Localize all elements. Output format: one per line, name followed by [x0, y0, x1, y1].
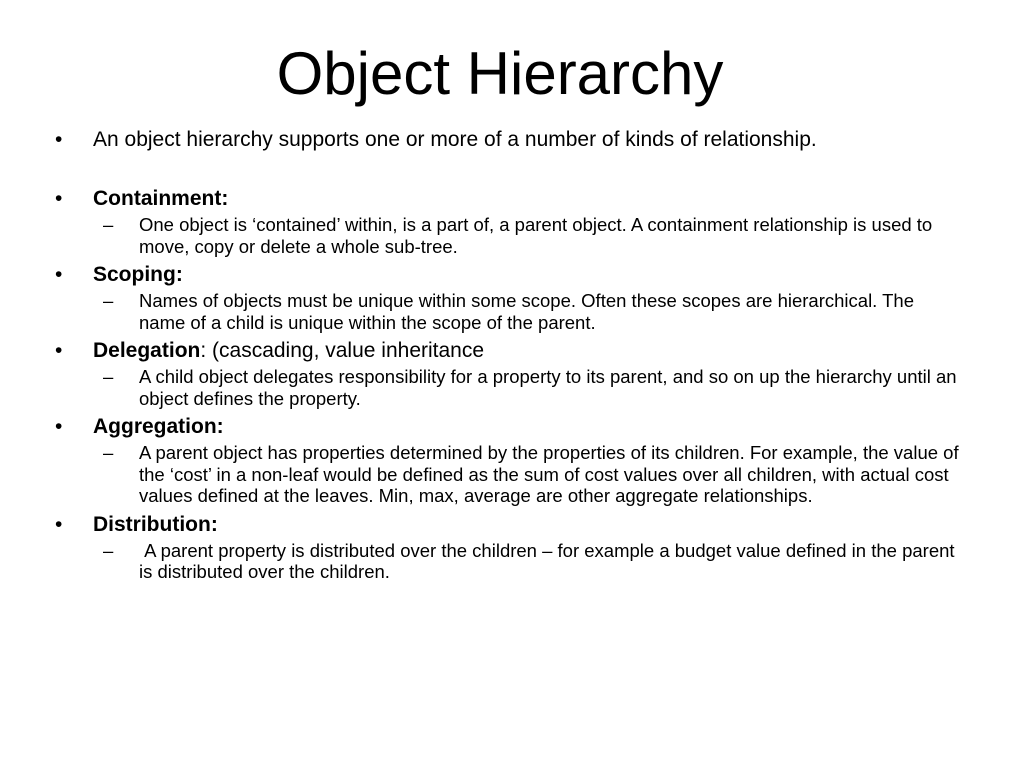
bullet-icon: • — [55, 415, 63, 438]
sub-bullet-scoping — [55, 290, 960, 333]
sub-bullet-aggregation — [55, 442, 960, 507]
dash-icon: – — [103, 539, 114, 561]
sub-bullet-text: One object is ‘contained’ within, is a part of, a parent object. A containment relationship is used to move, copy or delete a whole sub-tree. — [139, 214, 933, 257]
bullet-heading-rest: : (cascading, value inheritance — [200, 339, 485, 362]
sub-bullet-text: A parent object has properties determined by the properties of its children. For example, the value of the ‘cost’ in a non-leaf would be defined as the sum of cost values over all children, with actual cost values defined at the leaves. Min, max, average are other aggregate relationships. — [139, 442, 959, 506]
bullet-distribution — [55, 513, 960, 536]
dash-icon: – — [103, 366, 114, 387]
bullet-aggregation — [55, 415, 960, 438]
bullet-containment — [55, 187, 960, 210]
bullet-heading: Containment: — [93, 187, 229, 210]
bullet-icon: • — [55, 128, 63, 151]
sub-bullet-text: A child object delegates responsibility for a property to its parent, and so on up the hierarchy until an object defines the property. — [139, 366, 957, 409]
bullet-icon: • — [55, 263, 63, 286]
sub-bullet-text: Names of objects must be unique within some scope. Often these scopes are hierarchical. The name of a child is unique within the scope of the parent. — [139, 290, 915, 333]
bullet-heading: Scoping: — [93, 263, 183, 286]
bullet-heading: Aggregation: — [93, 415, 224, 438]
sub-bullet-distribution — [55, 540, 960, 583]
bullet-scoping — [55, 263, 960, 286]
sub-bullet-delegation — [55, 366, 960, 409]
dash-icon: – — [103, 290, 114, 311]
bullet-icon: • — [55, 187, 63, 210]
dash-icon: – — [103, 214, 114, 235]
bullet-intro — [55, 128, 960, 151]
bullet-icon: • — [55, 512, 63, 536]
sub-bullet-text: A parent property is distributed over the children – for example a budget value defined in the parent is distributed over the children. — [139, 539, 960, 582]
dash-icon: – — [103, 442, 114, 463]
bullet-intro-text: An object hierarchy supports one or more of a number of kinds of relationship. — [93, 128, 817, 151]
bullet-list — [55, 128, 960, 583]
bullet-icon: • — [55, 339, 63, 362]
bullet-heading: Distribution: — [93, 512, 218, 536]
sub-bullet-containment — [55, 214, 960, 257]
bullet-heading: Delegation — [93, 339, 201, 362]
bullet-delegation — [55, 339, 960, 362]
slide-title: Object Hierarchy — [276, 40, 724, 107]
